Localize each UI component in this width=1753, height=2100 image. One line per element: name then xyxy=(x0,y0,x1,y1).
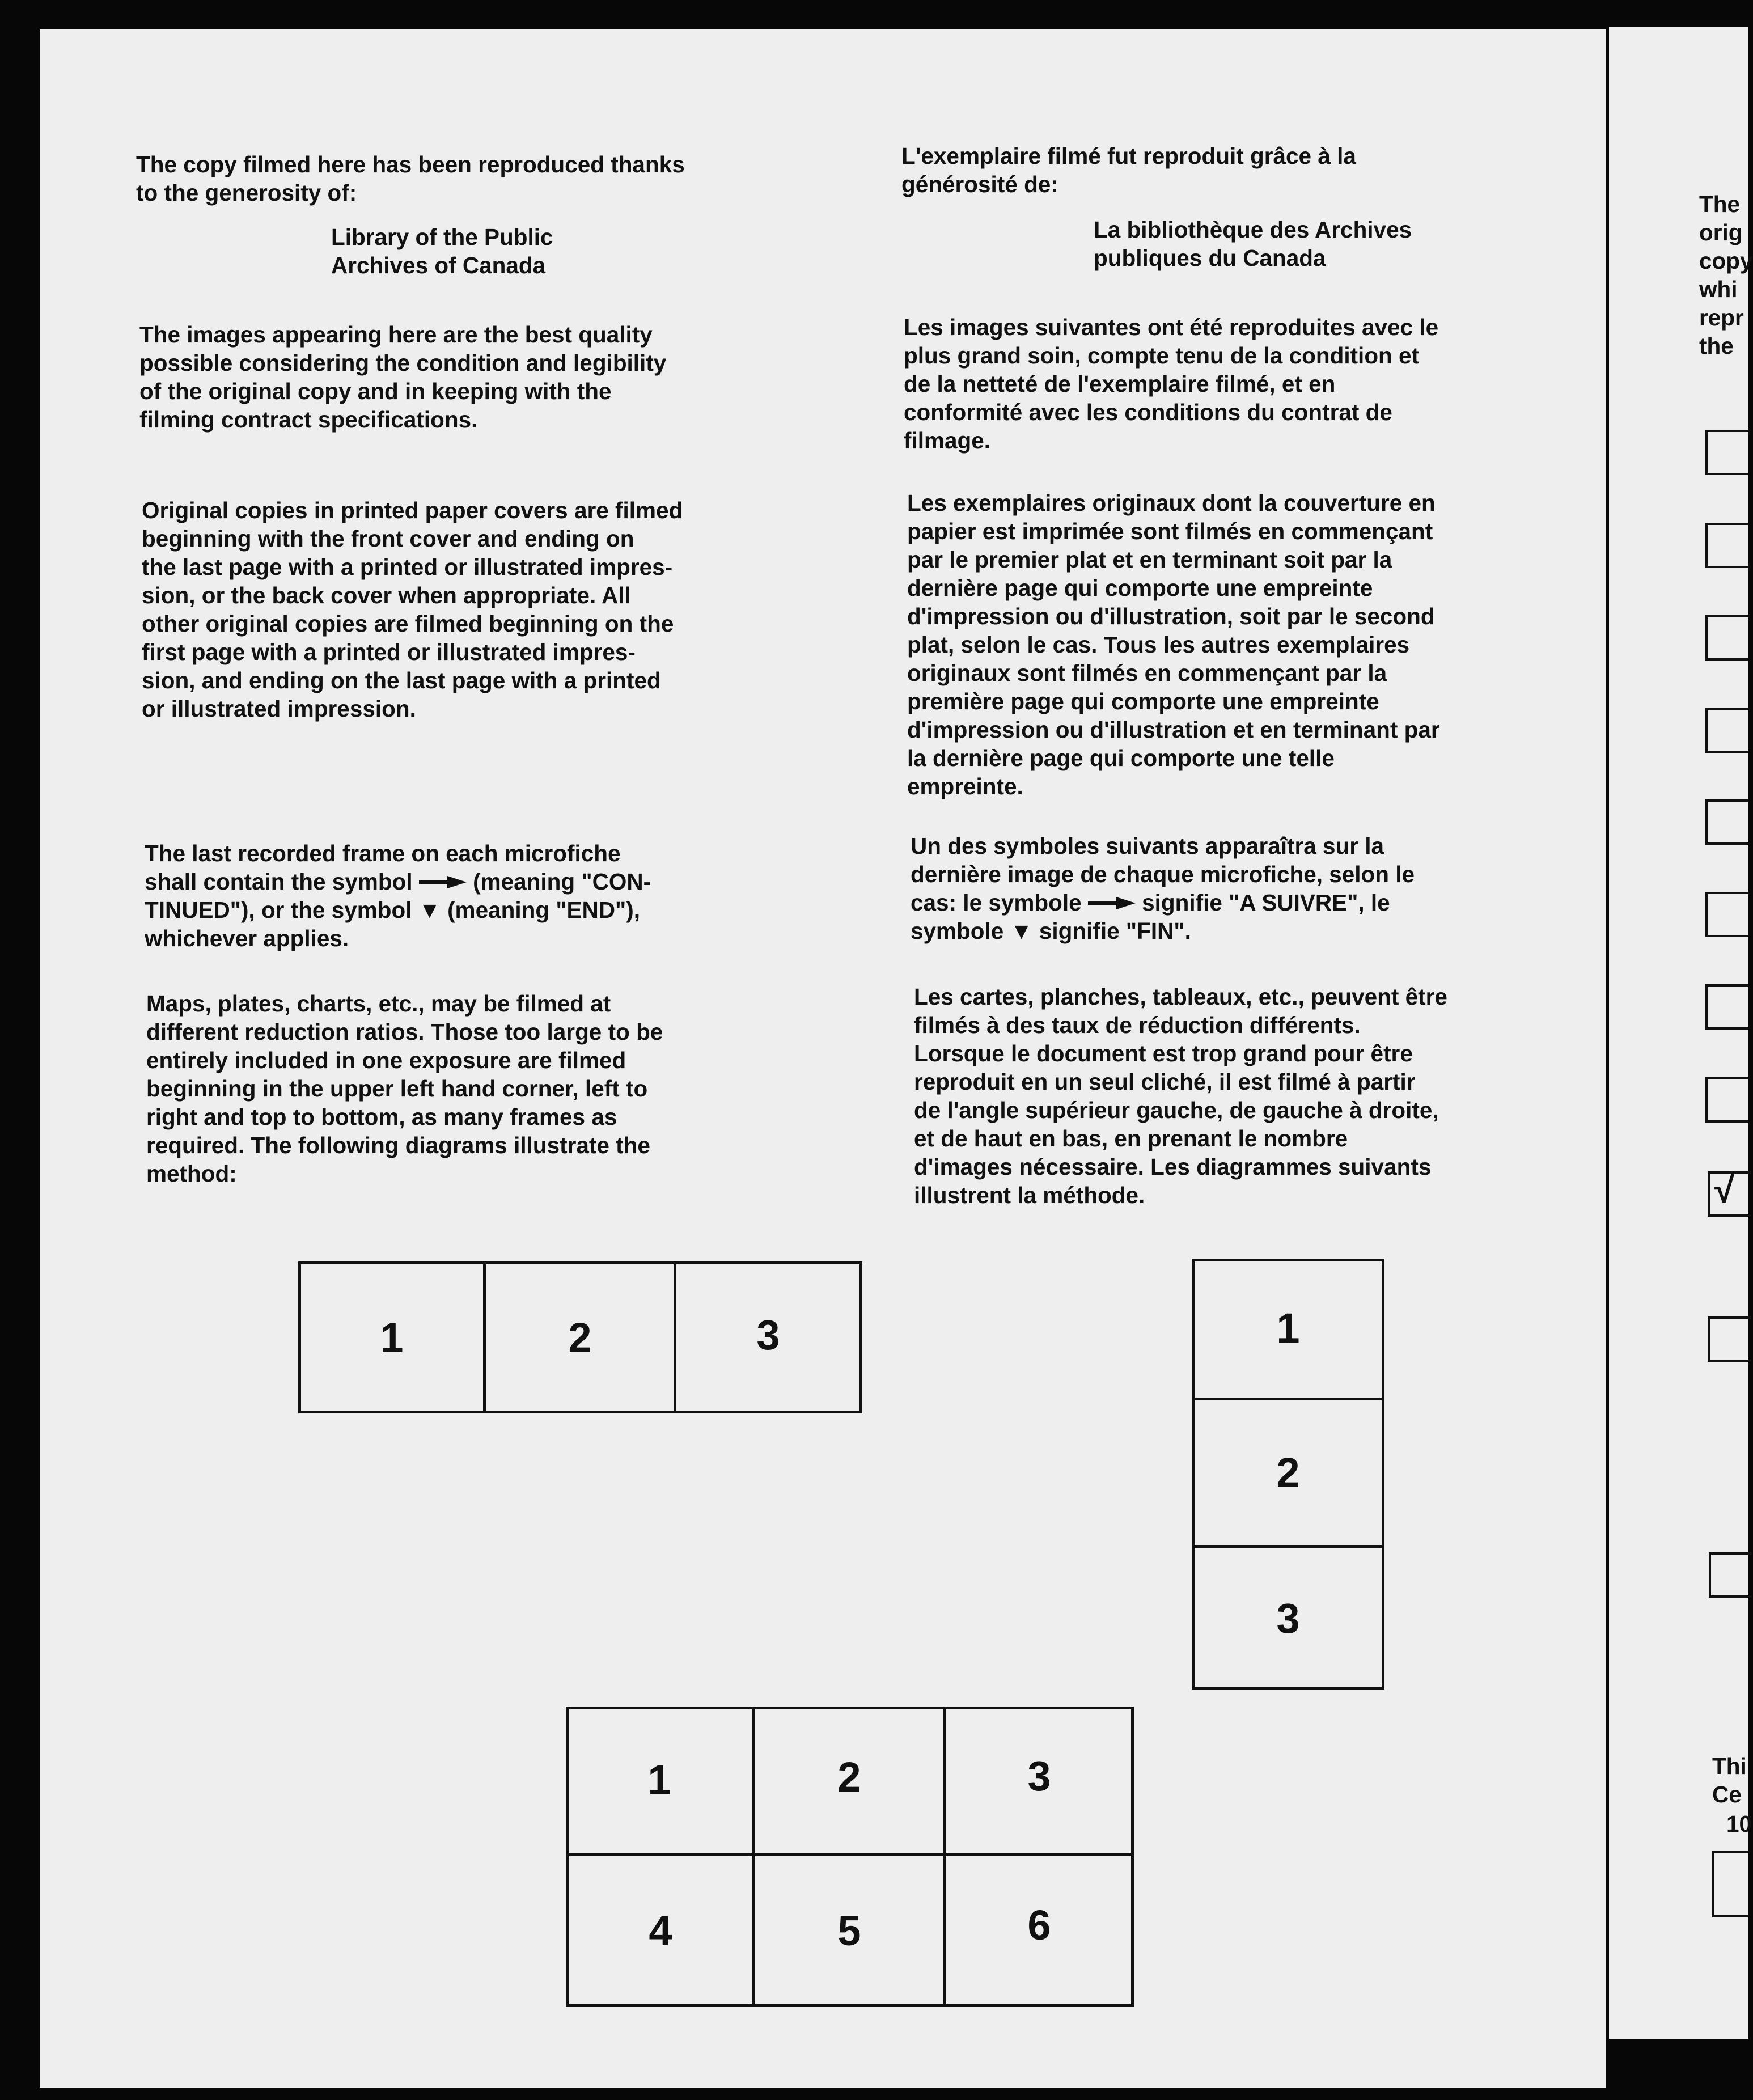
edge-box xyxy=(1712,1851,1748,1917)
checkbox xyxy=(1705,615,1748,661)
arrow-icon xyxy=(419,867,467,896)
left-quality: The images appearing here are the best quality possible considering the condition and legibility of the original copy and in keeping with the filming contract specifications. xyxy=(139,321,667,433)
diagram-cell: 6 xyxy=(1027,1901,1051,1949)
left-frame-a: The last recorded frame on each microfiche shall contain the symbol xyxy=(145,840,621,895)
checkbox xyxy=(1705,1077,1748,1123)
edge-bottom-text: Thi Ce xyxy=(1712,1753,1747,1807)
checkbox xyxy=(1705,984,1748,1030)
checkbox xyxy=(1705,892,1748,937)
diagram-cell: 1 xyxy=(647,1756,671,1803)
edge-number: 10 xyxy=(1726,1811,1752,1837)
left-library: Library of the Public Archives of Canada xyxy=(331,224,553,278)
left-frame-note xyxy=(145,839,651,952)
checkbox xyxy=(1705,799,1748,845)
right-symbols-a: Un des symboles suivants apparaîtra sur la dernière image de chaque microfiche, selon le cas: le symbole xyxy=(911,833,1415,916)
arrow-icon xyxy=(1088,888,1136,917)
diagram-cell: 1 xyxy=(1276,1305,1300,1352)
diagram-cell: 5 xyxy=(837,1907,861,1954)
diagram-cell: 2 xyxy=(568,1314,592,1361)
checkbox xyxy=(1705,708,1748,753)
right-library: La bibliothèque des Archives publiques du Canada xyxy=(1094,217,1412,271)
checkbox xyxy=(1705,523,1748,568)
diagram-cell: 1 xyxy=(380,1314,404,1361)
diagram-cell: 3 xyxy=(1276,1594,1300,1642)
checkbox xyxy=(1708,1316,1751,1362)
left-thanks: The copy filmed here has been reproduced thanks to the generosity of: xyxy=(136,151,685,206)
diagram-cell: 3 xyxy=(756,1311,780,1358)
right-maps: Les cartes, planches, tableaux, etc., peuvent être filmés à des taux de réduction différents. Lorsque le document est trop grand pour être reproduit en un seul cliché, il est filmé à partir de l'angle supérieur gauche, de gauche à droite, et de haut en bas, en prenant le nombre d'images nécessaire. Les diagrammes suivants illustrent la méthode. xyxy=(914,984,1447,1208)
right-symbols-note xyxy=(911,832,1415,945)
diagram-cell: 2 xyxy=(1276,1449,1300,1496)
left-covers: Original copies in printed paper covers are filmed beginning with the front cover and ending on the last page with a printed or illustrated impres- sion, or the back cover when appropriate. All other original copies are filmed beginning on the first page with a printed or illustrated impres- sion, and ending on the last page with a printed or illustrated impression. xyxy=(142,497,683,722)
diagram-cell: 2 xyxy=(837,1753,861,1801)
left-frame-b: (meaning "CON- TINUED"), or the symbol ▼ (meaning "END"), whichever applies. xyxy=(145,869,651,951)
diagram-cell: 3 xyxy=(1027,1752,1051,1800)
right-quality: Les images suivantes ont été reproduites avec le plus grand soin, compte tenu de la condition et de la netteté de l'exemplaire filmé, et en conformité avec les conditions du contrat de filmage. xyxy=(904,314,1439,454)
right-symbols-b: signifie "A SUIVRE", le symbole ▼ signifie "FIN". xyxy=(911,890,1390,944)
diagram-cell: 4 xyxy=(649,1907,672,1954)
right-thanks: L'exemplaire filmé fut reproduit grâce à la générosité de: xyxy=(901,143,1356,197)
edge-top-text: The orig copy whi repr the xyxy=(1699,191,1753,359)
right-covers: Les exemplaires originaux dont la couverture en papier est imprimée sont filmés en commençant par le premier plat et en terminant soit par la dernière page qui comporte une empreinte d'impression ou d'illustration, soit par le second plat, selon le cas. Tous les autres exemplaires originaux sont filmés en commençant par la première page qui comporte une empreinte d'impression ou d'illustration et en terminant par la dernière page qui comporte une telle empreinte. xyxy=(907,490,1440,799)
checkmark-icon: √ xyxy=(1714,1170,1735,1210)
checkbox xyxy=(1705,430,1748,475)
left-maps: Maps, plates, charts, etc., may be filmed at different reduction ratios. Those too large to be entirely included in one exposure are filmed beginning in the upper left hand corner, left to right and top to bottom, as many frames as required. The following diagrams illustrate the method: xyxy=(146,990,663,1187)
checkbox xyxy=(1709,1552,1752,1598)
